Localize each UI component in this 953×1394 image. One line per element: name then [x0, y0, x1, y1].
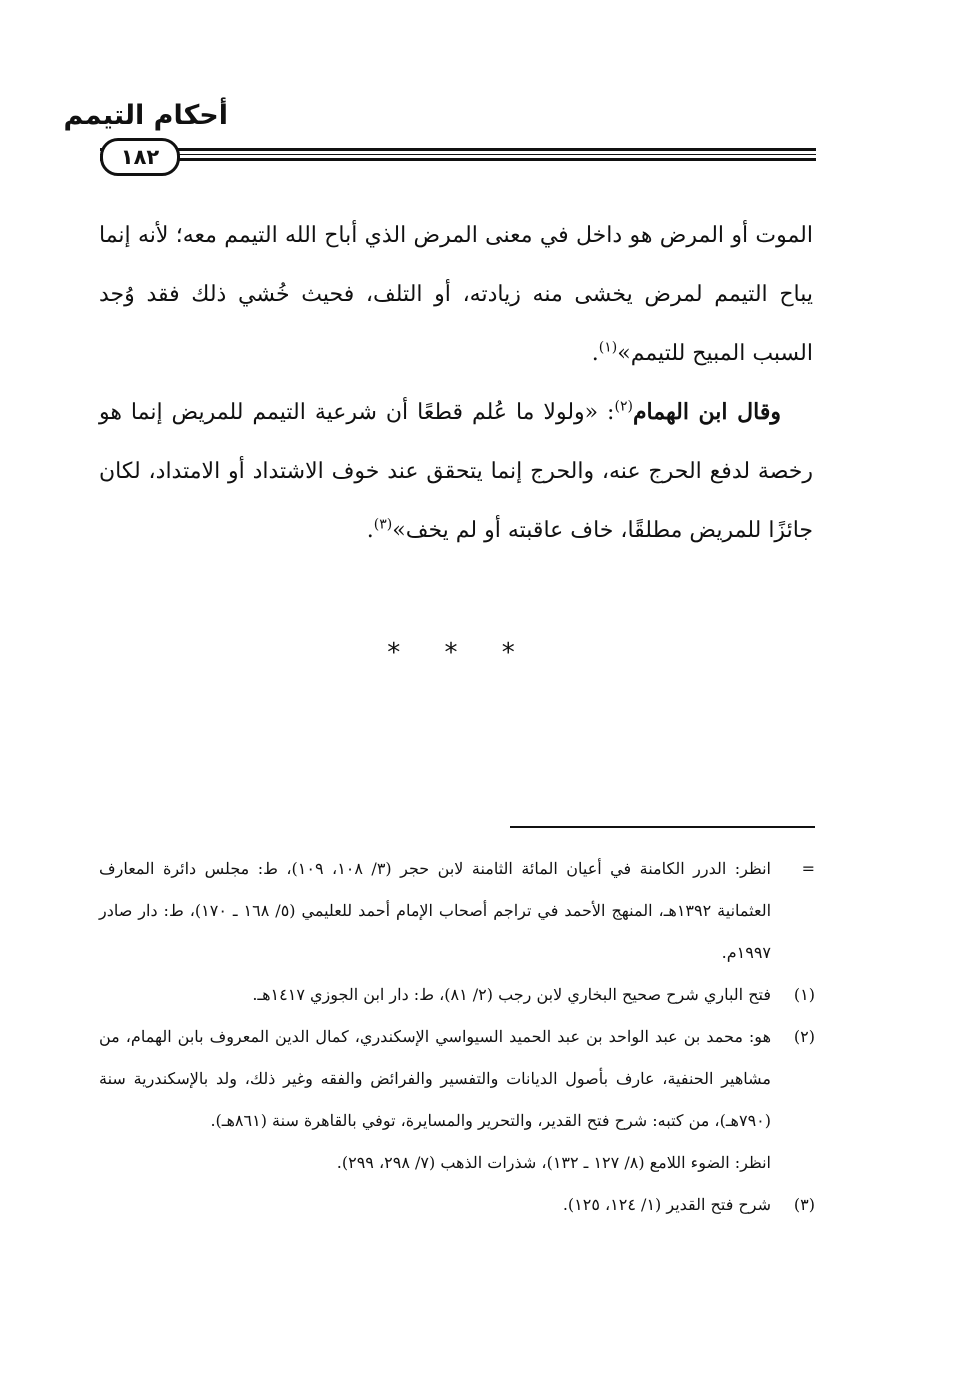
footnote-text-references: انظر: الضوء اللامع (٨/ ١٢٧ ـ ١٣٢)، شذرات الذهب (٧/ ٢٩٨، ٢٩٩).: [336, 1153, 771, 1172]
footnote-ref-1: (١): [598, 339, 618, 356]
paragraph-1-text: الموت أو المرض هو داخل في معنى المرض الذي أباح الله التيمم معه؛ لأنه إنما يباح التيمم لمرض يخشى منه زيادته، أو التلف، فحيث خُشي ذلك فقد وُجد السبب المبيح للتيمم»: [99, 223, 813, 366]
paragraph-2-text: : «ولولا ما عُلم قطعًا أن شرعية التيمم للمريض إنما هو رخصة لدفع الحرج عنه، والحرج إنما يتحقق عند خوف الاشتداد أو الامتداد، لكان جائزًا للمريض مطلقًا، خاف عاقبته أو لم يخف»: [99, 400, 813, 543]
footnote-continued: [99, 848, 815, 974]
page-number: ١٨٢: [100, 138, 180, 176]
footnote-ref-2: (٢): [614, 398, 633, 415]
paragraph-1: [99, 206, 813, 383]
footnote-text: شرح فتح القدير (١/ ١٢٤، ١٢٥).: [562, 1195, 771, 1214]
footnote-marker: =: [801, 859, 815, 878]
paragraph-2-end: .: [366, 518, 374, 543]
main-text: [99, 206, 813, 560]
paragraph-1-end: .: [591, 341, 599, 366]
footnote-marker: (٢): [793, 1027, 815, 1046]
footnote-1: [99, 974, 815, 1016]
footnote-text: انظر: الدرر الكامنة في أعيان المائة الثامنة لابن حجر (٣/ ١٠٨، ١٠٩)، ط: مجلس دائرة المعارف العثمانية ١٣٩٢هـ، المنهج الأحمد في تراجم أصحاب الإمام أحمد للعليمي (٥/ ١٦٨ ـ ١٧٠)، ط: دار صادر ١٩٩٧م.: [99, 859, 772, 962]
footnote-3: [99, 1184, 815, 1226]
footnote-marker: (١): [793, 985, 815, 1004]
paragraph-2-lead: وقال ابن الهمام: [632, 399, 781, 425]
header-rule-thick-top: [100, 148, 816, 151]
header-rule: [100, 142, 816, 168]
running-title: أحكام التيمم: [63, 100, 228, 131]
footnotes: [99, 848, 815, 1226]
footnote-text: فتح الباري شرح صحيح البخاري لابن رجب (٢/ ٨١)، ط: دار ابن الجوزي ١٤١٧هـ.: [252, 985, 771, 1004]
footnote-marker: (٣): [793, 1195, 815, 1214]
footnote-text: هو: محمد بن عبد الواحد بن عبد الحميد السيواسي الإسكندري، كمال الدين المعروف بابن الهمام، من مشاهير الحنفية، عارف بأصول الديانات والتفسير والفرائض والفقه وغير ذلك، ولد بالإسكندرية سنة (٧٩٠هـ)، من كتبه: شرح فتح القدير، والتحرير والمسايرة، توفي بالقاهرة سنة (٨٦١هـ).: [99, 1027, 772, 1130]
paragraph-2: [99, 383, 813, 560]
section-separator: * * *: [387, 638, 533, 668]
footnote-ref-3: (٣): [373, 516, 393, 533]
footnote-2: [99, 1016, 815, 1184]
header-rule-thin: [100, 154, 816, 155]
header-rule-thick-bottom: [100, 158, 816, 161]
footnote-separator-rule: [510, 826, 815, 828]
